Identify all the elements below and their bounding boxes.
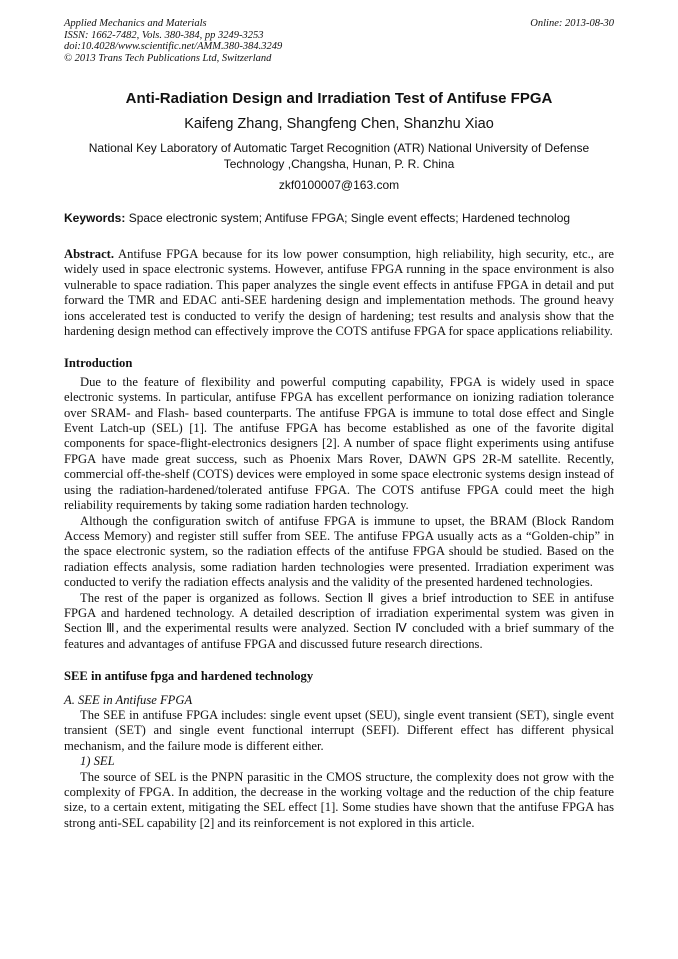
intro-paragraph-2: Although the configuration switch of antifuse FPGA is immune to upset, the BRAM (Block Random Access Memory) and register still suffer from SEE. The antifuse FPGA usually acts as a “Golden-chip” in the space electronic system, so the radiation effects of the antifuse FPGA should be studied. Based on the radiation effects analysis, some radiation harden technologies were presented. Irradiation experiment was conducted to verify the radiation effects analysis and the validity of the presented hardened technologies. [64,513,614,590]
main-body [64,247,614,831]
abstract-text: Antifuse FPGA because for its low power consumption, high reliability, high security, etc., are widely used in space electronic systems. However, antifuse FPGA running in the space environment is also vulnerable to space radiation. This paper analyzes the single event effects in antifuse FPGA in detail and put forward the TMR and EDAC anti-SEE hardening design and implementation methods. The ground heavy ions accelerated test is conducted to verify the design of hardening; test results and analysis show that the hardening design method can effectively improve the COTS antifuse FPGA for space applications reliability. [64,247,614,339]
copyright-line: © 2013 Trans Tech Publications Ltd, Switzerland [64,52,272,64]
subsection-1-heading: 1) SEL [80,754,115,769]
abstract [64,247,614,339]
issn-line: ISSN: 1662-7482, Vols. 380-384, pp 3249-3253 [64,29,264,41]
journal-info [64,18,282,64]
keywords-text: Space electronic system; Antifuse FPGA; Single event effects; Hardened technolog [125,211,571,225]
subsection-1-paragraph: The source of SEL is the PNPN parasitic in the CMOS structure, the complexity does not grow with the complexity of FPGA. In addition, the decrease in the working voltage and the reduction of the chip feature size, to a certain extent, mitigating the SEL effect [1]. Some studies have shown that the antifuse FPGA has strong anti-SEL capability [2] and its reinforcement is not explored in this article. [64,769,614,830]
paper-title: Anti-Radiation Design and Irradiation Test of Antifuse FPGA [125,90,553,107]
affiliation: National Key Laboratory of Automatic Target Recognition (ATR) National University of Defense Technology ,Changsha, Hunan, P. R. China [88,141,590,171]
doi-line: doi:10.4028/www.scientific.net/AMM.380-384.3249 [64,41,283,52]
introduction-heading: Introduction [64,356,133,371]
keywords [64,211,624,225]
keywords-label: Keywords: [64,211,126,225]
author-list: Kaifeng Zhang, Shangfeng Chen, Shanzhu Xiao [184,116,494,132]
section2-heading: SEE in antifuse fpga and hardened technology [64,669,314,684]
abstract-label: Abstract. [64,247,115,261]
subsection-a-heading: A. SEE in Antifuse FPGA [64,692,193,707]
journal-name: Applied Mechanics and Materials [64,18,207,29]
online-date: Online: 2013-08-30 [530,18,614,29]
author-email: zkf0100007@163.com [278,178,400,192]
intro-paragraph-3: The rest of the paper is organized as follows. Section Ⅱ gives a brief introduction to SEE in antifuse FPGA and hardened technology. A detailed description of irradiation experimental system was given in Section Ⅲ, and the experimental results were analyzed. Section Ⅳ concluded with a brief summary of the features and advantages of antifuse FPGA and discussed future research directions. [64,590,614,651]
intro-paragraph-1: Due to the feature of flexibility and powerful computing capability, FPGA is widely used in space electronic systems. In particular, antifuse FPGA has excellent performance on ionizing radiation tolerance over SRAM- and Flash- based counterparts. The antifuse FPGA is immune to total dose effect and Single Event Latch-up (SEL) [1]. The antifuse FPGA has become established as one of the favorite digital components for space-flight-electronics designers [2]. A number of space flight experiments using antifuse FPGA have made great success, such as Phoenix Mars Rover, DAWN GPS 2R-M satellite. Recently, commercial off-the-shelf (COTS) devices were employed in some space electronic systems design instead of using the radiation-hardened/tolerated antifuse FPGA. The COTS antifuse FPGA could meet the high reliability requirements by taking some radiation harden technology. [64,374,614,513]
subsection-a-paragraph: The SEE in antifuse FPGA includes: single event upset (SEU), single event transient (SET), single event transient (SET) and single event functional interrupt (SEFI). Different effect has different physical mechanism, and the failure mode is different either. [64,707,614,753]
